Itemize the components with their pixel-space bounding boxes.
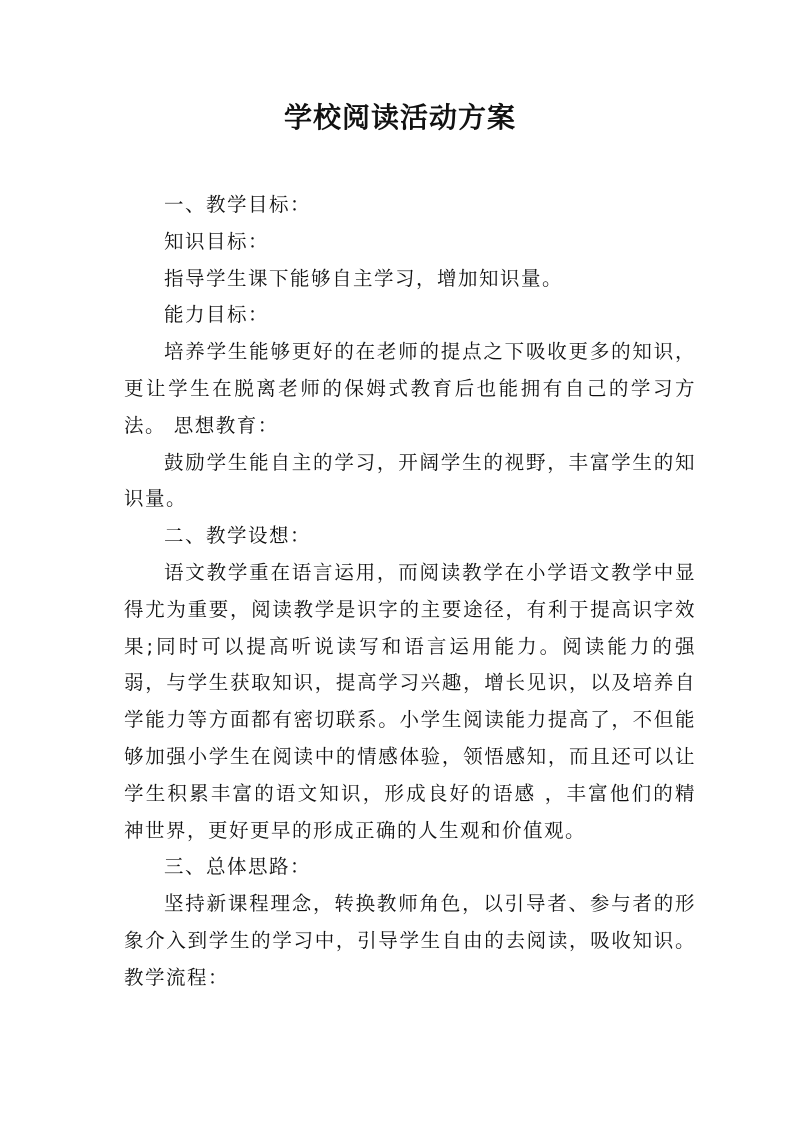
paragraph-ideological-education: 鼓励学生能自主的学习，开阔学生的视野，丰富学生的知识量。 [124, 450, 696, 511]
document-title: 学校阅读活动方案 [283, 101, 516, 134]
document-body [124, 187, 696, 997]
paragraph-teaching-concept: 语文教学重在语言运用，而阅读教学在小学语文教学中显得尤为重要，阅读教学是识字的主要途径，有利于提高识字效果;同时可以提高听说读写和语言运用能力。阅读能力的强弱，与学生获取知识，提高学习兴趣，增长见识，以及培养自学能力等方面都有密切联系。小学生阅读能力提高了，不但能够加强小学生在阅读中的情感体验，领悟感知，而且还可以让学生积累丰富的语文知识，形成良好的语感 ，丰富他们的精神世界，更好更早的形成正确的人生观和价值观。 [124, 560, 696, 842]
paragraph-ability-goals: 培养学生能够更好的在老师的提点之下吸收更多的知识，更让学生在脱离老师的保姆式教育后也能拥有自己的学习方法。 思想教育： [124, 340, 696, 437]
subheading-knowledge-goals: 知识目标： [164, 229, 270, 253]
subheading-ability-goals: 能力目标： [164, 303, 270, 327]
heading-teaching-goals: 一、教学目标： [164, 193, 312, 216]
paragraph-overall-approach: 坚持新课程理念，转换教师角色，以引导者、参与者的形象介入到学生的学习中，引导学生自由的去阅读，吸收知识。 教学流程： [124, 892, 696, 989]
paragraph-knowledge-goals: 指导学生课下能够自主学习，增加知识量。 [164, 266, 564, 290]
heading-teaching-concept: 二、教学设想： [164, 524, 312, 548]
heading-overall-approach: 三、总体思路： [164, 855, 312, 879]
